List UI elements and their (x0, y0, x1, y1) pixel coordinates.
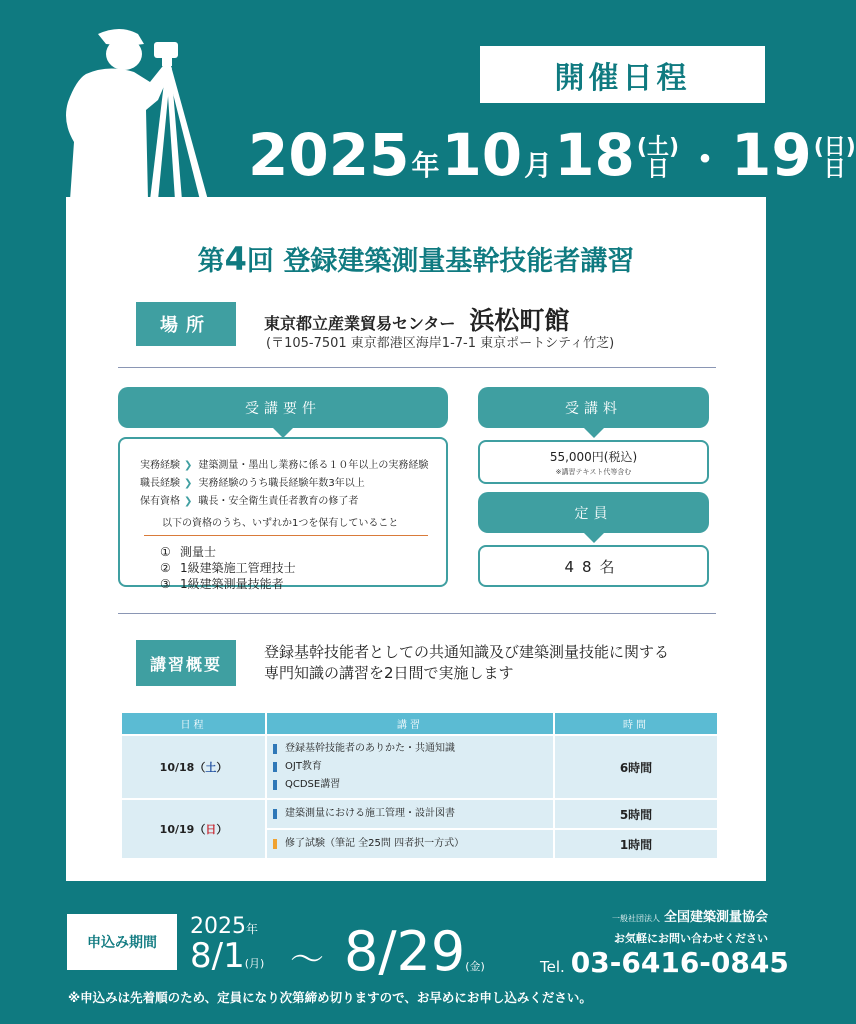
surveyor-silhouette (58, 22, 218, 202)
list-item: 建築測量における施工管理・設計図書 (273, 805, 547, 823)
fee-price: 55,000円(税込) (549, 450, 638, 464)
venue-hall: 浜松町館 (469, 306, 570, 335)
chevron-right-icon: ❯ (184, 460, 193, 471)
lecture-list (267, 830, 555, 858)
divider (144, 535, 428, 536)
schedule-hours: 6時間 (555, 736, 717, 798)
fee-box (478, 440, 709, 484)
lecture-list (267, 736, 555, 798)
table-header-row (122, 713, 717, 734)
organization-info (540, 906, 789, 979)
application-start: 8/1(月) (190, 936, 265, 976)
bullet-icon (273, 839, 277, 849)
requirement-note: 以下の資格のうち、いずれか1つを保有していること (162, 518, 399, 529)
phone-number[interactable]: Tel. 03-6416-0845 (540, 946, 789, 979)
application-end: 8/29(金) (344, 920, 485, 983)
list-item: ③ 1級建築測量技能者 (160, 577, 284, 591)
requirement-row: 職長経験 ❯ 実務経験のうち職長経験年数3年以上 (140, 475, 436, 493)
qualification-list (160, 544, 436, 592)
event-date: 2025 年 10 月 18 (土) 日 ・ 19 (日) 日 (248, 121, 856, 189)
requirement-row: 保有資格 ❯ 職長・安全衛生責任者教育の修了者 (140, 493, 436, 511)
divider (118, 613, 716, 614)
footnote: ※申込みは先着順のため、定員になり次第締め切りますので、お早めにお申し込みください。 (68, 990, 592, 1005)
list-item: QCDSE講習 (273, 776, 547, 794)
schedule-hours: 5時間 (555, 800, 717, 828)
lecture-list (267, 800, 555, 828)
requirements-label: 受講要件 (118, 387, 448, 428)
application-period-label: 申込み期間 (67, 914, 177, 970)
organization-name: 一般社団法人 全国建築測量協会 (611, 910, 768, 925)
list-item: 修了試験（筆記 全25問 四者択一方式） (273, 835, 547, 853)
divider (118, 367, 716, 368)
capacity-label: 定員 (478, 492, 709, 533)
list-item: 登録基幹技能者のありかた・共通知識 (273, 740, 547, 758)
venue-address: (〒105-7501 東京都港区海岸1-7-1 東京ポートシティ竹芝) (266, 336, 615, 351)
column-header: 日程 (122, 713, 267, 734)
event-day1: 18 (554, 121, 635, 189)
chevron-right-icon: ❯ (184, 478, 193, 489)
list-item: ① 測量士 (160, 545, 217, 559)
venue-name: 東京都立産業貿易センター 浜松町館 (264, 306, 570, 335)
chevron-right-icon: ❯ (184, 496, 193, 507)
capacity-value: 48名 (478, 545, 709, 587)
schedule-date: 10/18（土） (122, 736, 267, 798)
schedule-date: 10/19（日） (122, 800, 267, 858)
schedule-badge: 開催日程 (480, 46, 765, 103)
event-day2: 19 (731, 121, 812, 189)
requirement-row: 実務経験 ❯ 建築測量・墨出し業務に係る１０年以上の実務経験 (140, 457, 436, 475)
bullet-icon (273, 762, 277, 772)
fee-label: 受講料 (478, 387, 709, 428)
table-row (122, 736, 717, 798)
overview-label: 講習概要 (136, 640, 236, 686)
column-header: 時間 (555, 713, 717, 734)
course-title: 第4回 登録建築測量基幹技能者講習 (197, 240, 635, 278)
bullet-icon (273, 809, 277, 819)
info-card (66, 197, 766, 881)
contact-text: お気軽にお問い合わせください (614, 932, 768, 945)
list-item: ② 1級建築施工管理技士 (160, 561, 296, 575)
bullet-icon (273, 744, 277, 754)
schedule-hours: 1時間 (555, 830, 717, 858)
event-year: 2025 (248, 121, 410, 189)
column-header: 講習 (267, 713, 555, 734)
table-row (122, 800, 717, 828)
list-item: OJT教育 (273, 758, 547, 776)
requirements-box (118, 437, 448, 591)
schedule-table (122, 711, 717, 860)
event-month: 10 (441, 121, 523, 189)
venue-label: 場所 (136, 302, 236, 346)
overview-text: 登録基幹技能者としての共通知識及び建築測量技能に関する 専門知識の講習を2日間で実施します (264, 643, 670, 682)
bullet-icon (273, 780, 277, 790)
fee-note: ※講習テキスト代等含む (555, 468, 632, 476)
